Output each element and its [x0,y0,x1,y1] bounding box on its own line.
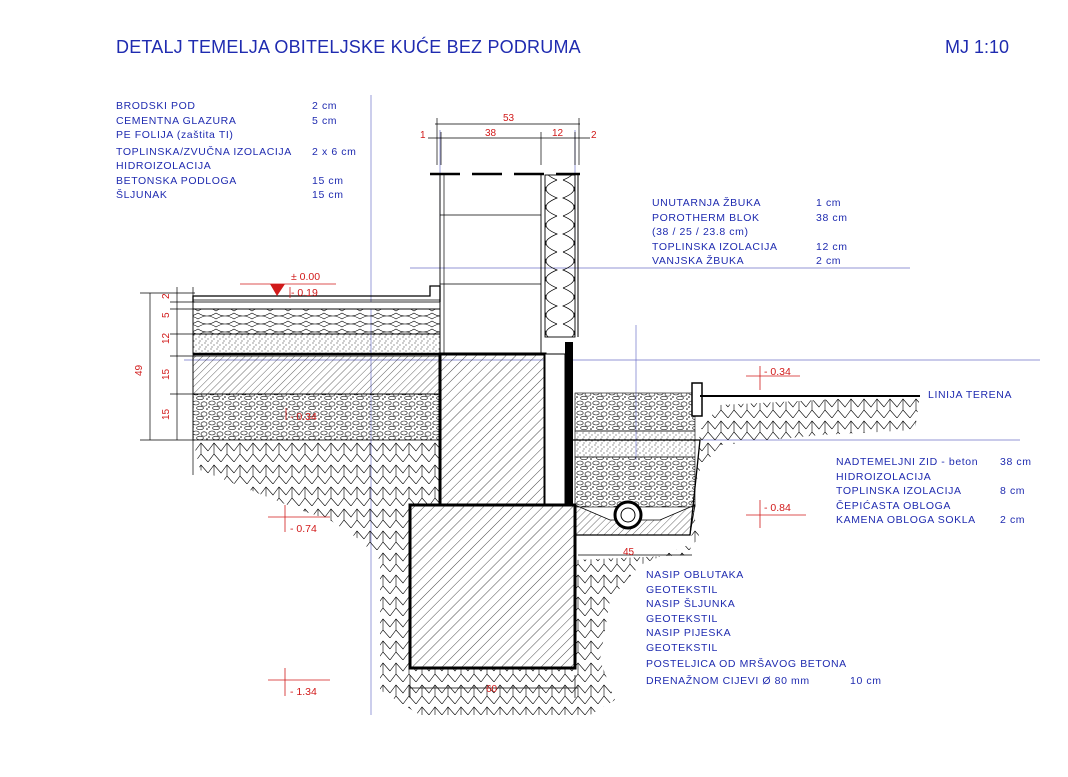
floor-screed [193,302,440,309]
top-dimension-chain [428,118,590,165]
legend-row: NASIP ŠLJUNKA [646,598,736,610]
legend-row: BETONSKA PODLOGA 15 cm [116,174,344,187]
legend-row: POSTELJICA OD MRŠAVOG BETONA [646,658,847,670]
wall-insulation [545,175,575,337]
legend-row: NASIP PIJESKA [646,627,732,639]
drawing-scale: MJ 1:10 [945,37,1010,57]
legend-row: POROTHERM BLOK 38 cm [652,211,848,224]
footing [410,505,575,668]
dim-width-total: 53 [503,113,515,124]
level-footing [268,668,330,698]
drawing-title: DETALJ TEMELJA OBITELJSKE KUĆE BEZ PODRUMA [116,37,581,57]
svg-text:- 1.34: - 1.34 [290,686,317,698]
legend-row: NADTEMELJNI ZID - beton 38 cm [836,456,1032,468]
base-insulation [545,354,565,505]
legend-row: GEOTEKSTIL [646,641,718,654]
svg-text:- 0.34: - 0.34 [764,366,791,378]
level-floor [290,287,318,299]
legend-row: TOPLINSKA IZOLACIJA 12 cm [652,240,848,253]
svg-text:- 0.19: - 0.19 [291,287,318,299]
dim-d2: 38 [485,128,497,139]
svg-text:- 0.74: - 0.74 [290,523,317,535]
level-gravel [286,408,317,423]
legend-row: KAMENA OBLOGA SOKLA 2 cm [836,514,1026,526]
dim-a: 2 [161,293,172,299]
legend-row: BRODSKI POD 2 cm [116,100,338,112]
dim-d4: 2 [591,130,597,141]
svg-text:45: 45 [623,547,635,558]
svg-text:- 0.84: - 0.84 [764,502,791,514]
dim-e: 15 [161,408,172,420]
dim-d1: 1 [420,130,426,141]
legend-row: DRENAŽNOM CIJEVI Ø 80 mm 10 cm [646,674,882,687]
legend-row: NASIP OBLUTAKA [646,569,744,581]
legend-row: (38 / 25 / 23.8 cm) [652,226,749,238]
legend-row: GEOTEKSTIL [646,612,718,625]
dim-d3: 12 [552,128,564,139]
svg-text:± 0.00: ± 0.00 [291,271,321,283]
legend-row: HIDROIZOLACIJA [836,470,932,483]
svg-text:- 0.34: - 0.34 [290,411,317,423]
top-dimension-labels [420,113,597,141]
dim-b: 5 [161,312,172,318]
terrain-label: LINIJA TERENA [928,389,1013,401]
floor-hydro [193,334,440,354]
legend-row: GEOTEKSTIL [646,583,718,596]
legend-row: HIDROIZOLACIJA [116,160,212,172]
svg-text:60: 60 [486,684,498,695]
foundation-wall [440,354,545,505]
dim-c: 12 [161,332,172,344]
level-terrain [746,366,800,390]
gravel-fill [575,431,695,457]
legend-row: TOPLINSKA IZOLACIJA 8 cm [836,485,1026,497]
left-dimension-labels [134,293,172,420]
concrete-slab [193,356,440,394]
legend-row: UNUTARNJA ŽBUKA 1 cm [652,197,842,209]
sand-fill [575,457,695,507]
dim-total-height: 49 [134,364,145,376]
legend-row: ŠLJUNAK 15 cm [116,189,344,201]
floor-insulation [193,309,440,334]
level-drain [746,500,806,528]
legend-row: PE FOLIJA (zaštita TI) [116,129,234,141]
legend-row: CEMENTNA GLAZURA 5 cm [116,114,338,127]
cobble-fill [575,393,695,431]
legend-row: VANJSKA ŽBUKA 2 cm [652,255,842,267]
legend-row: ČEPIĆASTA OBLOGA [836,499,952,512]
legend-row: TOPLINSKA/ZVUČNA IZOLACIJA 2 x 6 cm [116,145,357,158]
level-zero [240,271,336,296]
dim-d: 15 [161,368,172,380]
